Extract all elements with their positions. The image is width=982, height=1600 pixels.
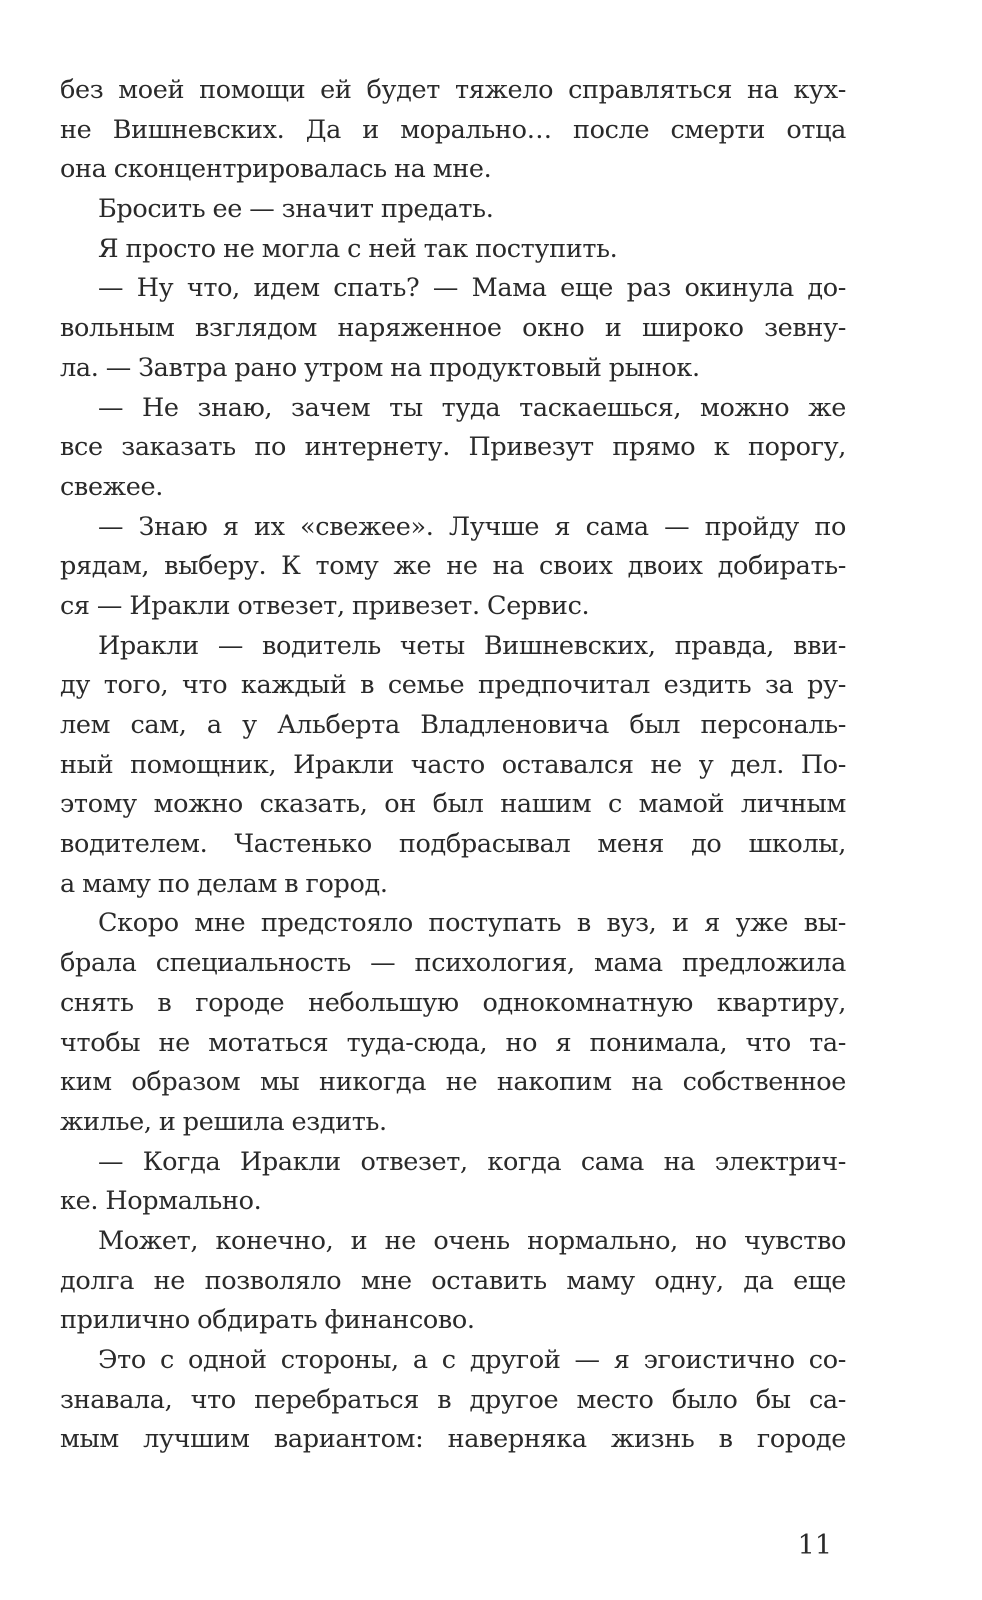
text-line: прилично обдирать финансово. bbox=[60, 1305, 475, 1336]
text-line: брала специальность — психология, мама предложила bbox=[60, 948, 846, 979]
text-line: ким образом мы никогда не накопим на собственное bbox=[60, 1067, 846, 1098]
paragraph bbox=[60, 269, 846, 388]
text-line: Иракли — водитель четы Вишневских, правда, вви- bbox=[98, 630, 846, 661]
text-line: ный помощник, Иракли часто оставался не у дел. По- bbox=[60, 749, 846, 780]
text-line: ла. — Завтра рано утром на продуктовый рынок. bbox=[60, 352, 700, 383]
text-line: ся — Иракли отвезет, привезет. Сервис. bbox=[60, 590, 590, 621]
text-line: без моей помощи ей будет тяжело справляться на кух- bbox=[60, 75, 846, 105]
text-line: она сконцентрировалась на мне. bbox=[60, 154, 492, 185]
text-line: лем сам, а у Альберта Владленовича был персональ- bbox=[60, 710, 846, 740]
text-line: этому можно сказать, он был нашим с мамой личным bbox=[60, 789, 846, 820]
text-line: Может, конечно, и не очень нормально, но чувство bbox=[98, 1225, 846, 1256]
text-line: Я просто не могла с ней так поступить. bbox=[98, 233, 618, 264]
text-line: ке. Нормально. bbox=[60, 1186, 262, 1217]
paragraph bbox=[60, 1341, 846, 1460]
text-line: долга не позволяло мне оставить маму одну, да еще bbox=[60, 1265, 846, 1296]
text-line: Скоро мне предстояло поступать в вуз, и я уже вы- bbox=[98, 908, 846, 939]
text-line: снять в городе небольшую однокомнатную квартиру, bbox=[60, 987, 846, 1018]
text-line: — Когда Иракли отвезет, когда сама на электрич- bbox=[98, 1146, 846, 1177]
text-line: знавала, что перебраться в другое место было бы са- bbox=[60, 1384, 846, 1415]
paragraph bbox=[60, 627, 846, 905]
text-line: а маму по делам в город. bbox=[60, 868, 388, 899]
text-line: — Знаю я их «свежее». Лучше я сама — пройду по bbox=[98, 511, 846, 542]
text-line: — Не знаю, зачем ты туда таскаешься, можно же bbox=[98, 392, 846, 423]
text-line: рядам, выберу. К тому же не на своих двоих добирать- bbox=[60, 551, 846, 582]
paragraph bbox=[60, 389, 846, 508]
text-line: не Вишневских. Да и морально… после смерти отца bbox=[60, 114, 846, 145]
text-line: все заказать по интернету. Привезут прямо к порогу, bbox=[60, 432, 846, 463]
paragraph bbox=[60, 230, 846, 270]
text-line: мым лучшим вариантом: наверняка жизнь в городе bbox=[60, 1424, 846, 1455]
page-number: 11 bbox=[797, 1530, 832, 1561]
body-text bbox=[60, 71, 846, 1460]
text-line: жилье, и решила ездить. bbox=[60, 1106, 387, 1137]
text-line: чтобы не мотаться туда-сюда, но я понимала, что та- bbox=[60, 1027, 846, 1058]
paragraph bbox=[60, 71, 846, 190]
paragraph bbox=[60, 1143, 846, 1222]
paragraph bbox=[60, 1222, 846, 1341]
text-line: ду того, что каждый в семье предпочитал ездить за ру- bbox=[60, 670, 846, 701]
text-line: Это с одной стороны, а с другой — я эгоистично со- bbox=[98, 1345, 846, 1375]
text-line: Бросить ее — значит предать. bbox=[98, 194, 494, 225]
text-line: — Ну что, идем спать? — Мама еще раз окинула до- bbox=[98, 273, 846, 304]
text-line: водителем. Частенько подбрасывал меня до школы, bbox=[60, 829, 846, 860]
paragraph bbox=[60, 508, 846, 627]
text-line: свежее. bbox=[60, 471, 164, 502]
paragraph bbox=[60, 904, 846, 1142]
paragraph bbox=[60, 190, 846, 230]
text-line: вольным взглядом наряженное окно и широко зевну- bbox=[60, 313, 846, 344]
